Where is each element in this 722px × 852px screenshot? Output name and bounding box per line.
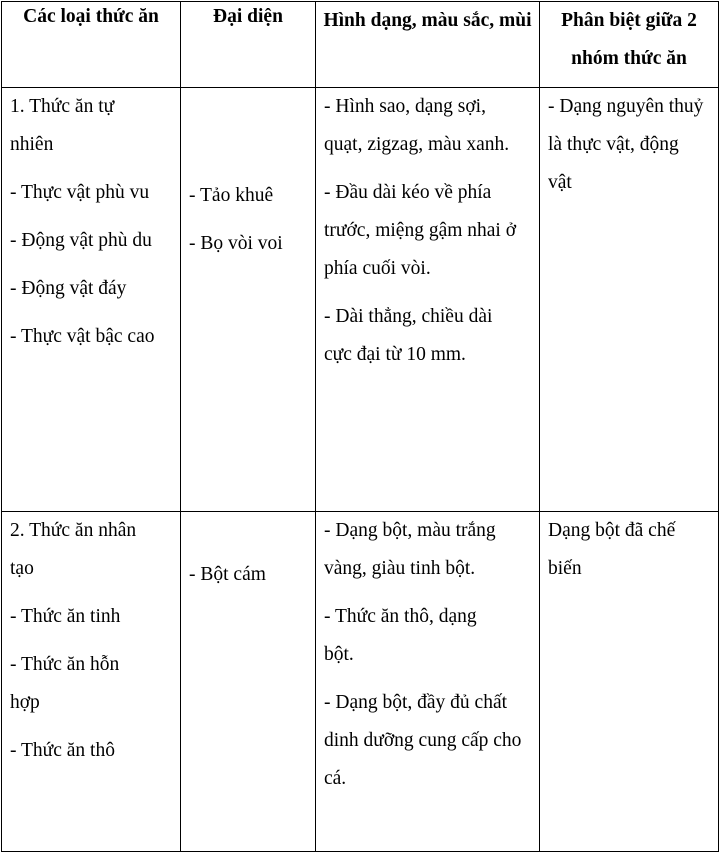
characteristic-item: - Đầu dài kéo về phía trước, miệng gậm nhai ở phía cuối vòi. [324, 182, 517, 279]
category-item: - Thực vật phù vu [10, 182, 150, 203]
distinction-text: - Dạng nguyên thuỷ là thực vật, động vật [548, 96, 704, 193]
header-characteristics [316, 2, 540, 88]
category-item: - Thức ăn hỗn hợp [10, 654, 120, 713]
characteristic-item: - Thức ăn thô, dạng bột. [324, 606, 477, 665]
table-row [2, 512, 719, 852]
header-label: Phân biệt giữa 2 nhóm thức ăn [561, 10, 697, 69]
header-label: Các loại thức ăn [23, 6, 159, 27]
representative-item: - Bột cám [189, 564, 266, 585]
cell-characteristics [316, 512, 540, 852]
cell-characteristics [316, 88, 540, 512]
characteristic-item: - Dạng bột, màu trắng vàng, giàu tinh bột. [324, 520, 496, 579]
characteristic-item: - Dài thẳng, chiều dài cực đại từ 10 mm. [324, 306, 493, 365]
header-food-types [2, 2, 181, 88]
table-row [2, 88, 719, 512]
category-item: - Thực vật bậc cao [10, 326, 155, 347]
characteristic-item: - Hình sao, dạng sợi, quạt, zigzag, màu xanh. [324, 96, 510, 155]
cell-representatives [181, 88, 316, 512]
header-distinction [540, 2, 719, 88]
cell-distinction [540, 88, 719, 512]
category-item: - Thức ăn tinh [10, 606, 121, 627]
cell-category [2, 512, 181, 852]
category-title: 2. Thức ăn nhân tạo [10, 520, 137, 579]
cell-representatives [181, 512, 316, 852]
category-item: - Động vật phù du [10, 230, 152, 251]
category-title: 1. Thức ăn tự nhiên [10, 96, 115, 155]
category-item: - Động vật đáy [10, 278, 127, 299]
header-label: Hình dạng, màu sắc, mùi [323, 10, 532, 31]
header-representatives [181, 2, 316, 88]
distinction-text: Dạng bột đã chế biến [548, 520, 676, 579]
header-row [2, 2, 719, 88]
fish-food-table [1, 1, 719, 852]
representative-item: - Tảo khuê [189, 185, 274, 206]
representative-item: - Bọ vòi voi [189, 233, 283, 254]
cell-distinction [540, 512, 719, 852]
header-label: Đại diện [213, 6, 283, 27]
cell-category [2, 88, 181, 512]
characteristic-item: - Dạng bột, đầy đủ chất dinh dưỡng cung cấp cho cá. [324, 692, 522, 789]
category-item: - Thức ăn thô [10, 740, 115, 761]
